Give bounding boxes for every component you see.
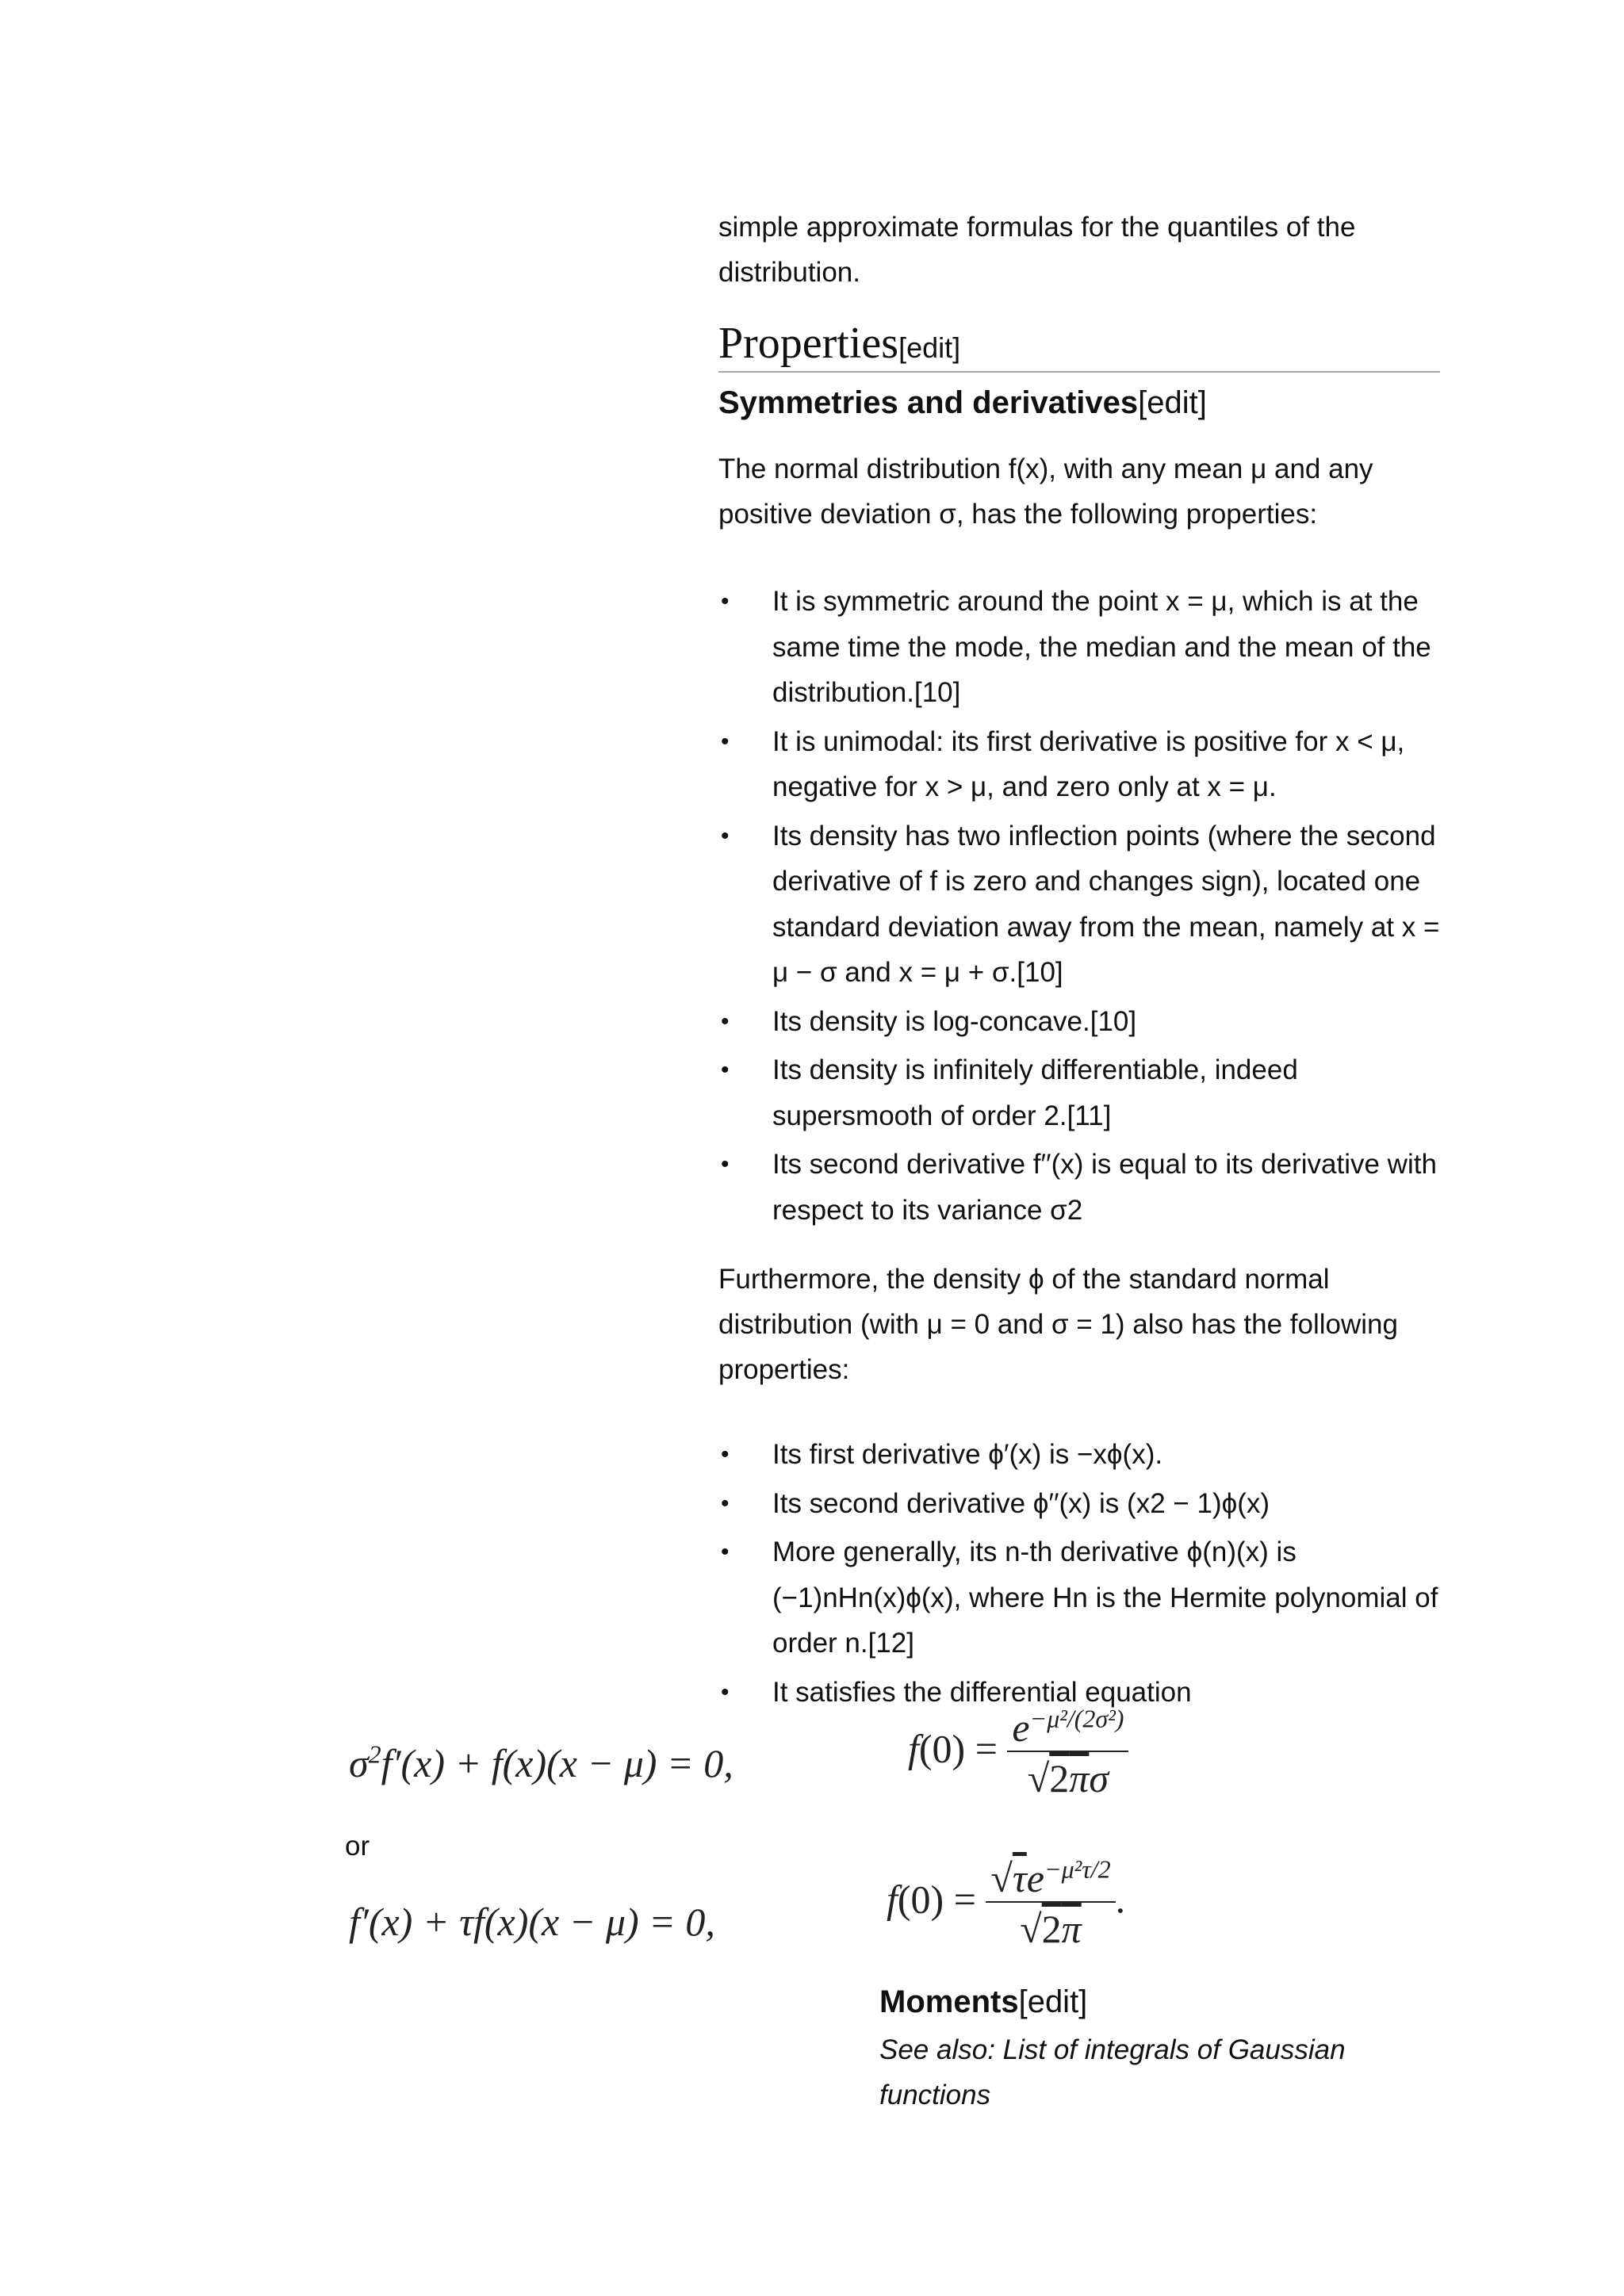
equation-2-left: f′(x) + τf(x)(x − μ) = 0,	[349, 1900, 715, 1944]
furthermore-text: Furthermore, the density ϕ of the standard normal distribution (with μ = 0 and σ = 1) also has the following properties:	[718, 1264, 1398, 1385]
list-item: • It is symmetric around the point x = μ, which is at the same time the mode, the median and the mean of the distribution.[10]	[718, 579, 1440, 716]
list-item: • Its density has two inflection points (where the second derivative of f is zero and changes sign), located one standard deviation away from the mean, namely at x = μ − σ and x = μ + σ.[10]	[718, 813, 1440, 996]
properties-heading	[718, 316, 1440, 373]
list-item: • More generally, its n-th derivative ϕ(n)(x) is (−1)nHn(x)ϕ(x), where Hn is the Hermite polynomial of order n.[12]	[718, 1529, 1440, 1667]
symmetries-edit-link[interactable]: [edit]	[1138, 385, 1207, 420]
list-item: • Its second derivative f′′(x) is equal to its derivative with respect to its variance σ2	[718, 1142, 1440, 1233]
symmetries-title: Symmetries and derivatives	[718, 385, 1139, 420]
symmetries-intro	[718, 446, 1440, 537]
intro-paragraph	[718, 205, 1440, 295]
list-item: • It satisfies the differential equation	[718, 1670, 1440, 1716]
intro-text: simple approximate formulas for the quantiles of the distribution.	[718, 212, 1356, 288]
see-also-text[interactable]: See also: List of integrals of Gaussian functions	[879, 2034, 1346, 2110]
list-item: • It is unimodal: its first derivative is positive for x < μ, negative for x > μ, and zero only at x = μ.	[718, 719, 1440, 810]
moments-edit-link[interactable]: [edit]	[1018, 1984, 1088, 2019]
symmetries-intro-text: The normal distribution f(x), with any mean μ and any positive deviation σ, has the following properties:	[718, 453, 1373, 530]
furthermore-paragraph	[718, 1257, 1440, 1392]
properties-edit-link[interactable]: [edit]	[898, 331, 961, 364]
list-item: • Its second derivative ϕ′′(x) is (x2 − 1)ϕ(x)	[718, 1481, 1440, 1527]
list-item: • Its first derivative ϕ′(x) is −xϕ(x).	[718, 1432, 1440, 1478]
moments-title: Moments	[879, 1984, 1019, 2019]
symmetries-heading	[718, 379, 1440, 427]
equation-1-left: $\sigma^2f'(x) + f(x)(x - \mu) = 0$,	[349, 1739, 733, 1785]
list-item: • Its density is infinitely differentiable, indeed supersmooth of order 2.[11]	[718, 1047, 1440, 1138]
properties-list	[718, 579, 1440, 1236]
properties-title: Properties	[718, 319, 899, 368]
standard-normal-list	[718, 1432, 1440, 1718]
moments-heading	[879, 1978, 1434, 2026]
equation-1-right: f(0) = $\frac{e^{-\mu^2/(2\sigma^2)}}{√2\pi\sigma}$	[908, 1705, 1128, 1801]
see-also-note	[879, 2027, 1434, 2118]
list-item: • Its density is log-concave.[10]	[718, 999, 1440, 1045]
equation-2-right: f(0) = $\frac{√\tau e^{-\mu^2\tau/2}}{√2\pi}$ .	[887, 1854, 1126, 1951]
or-label: or	[345, 1831, 370, 1862]
